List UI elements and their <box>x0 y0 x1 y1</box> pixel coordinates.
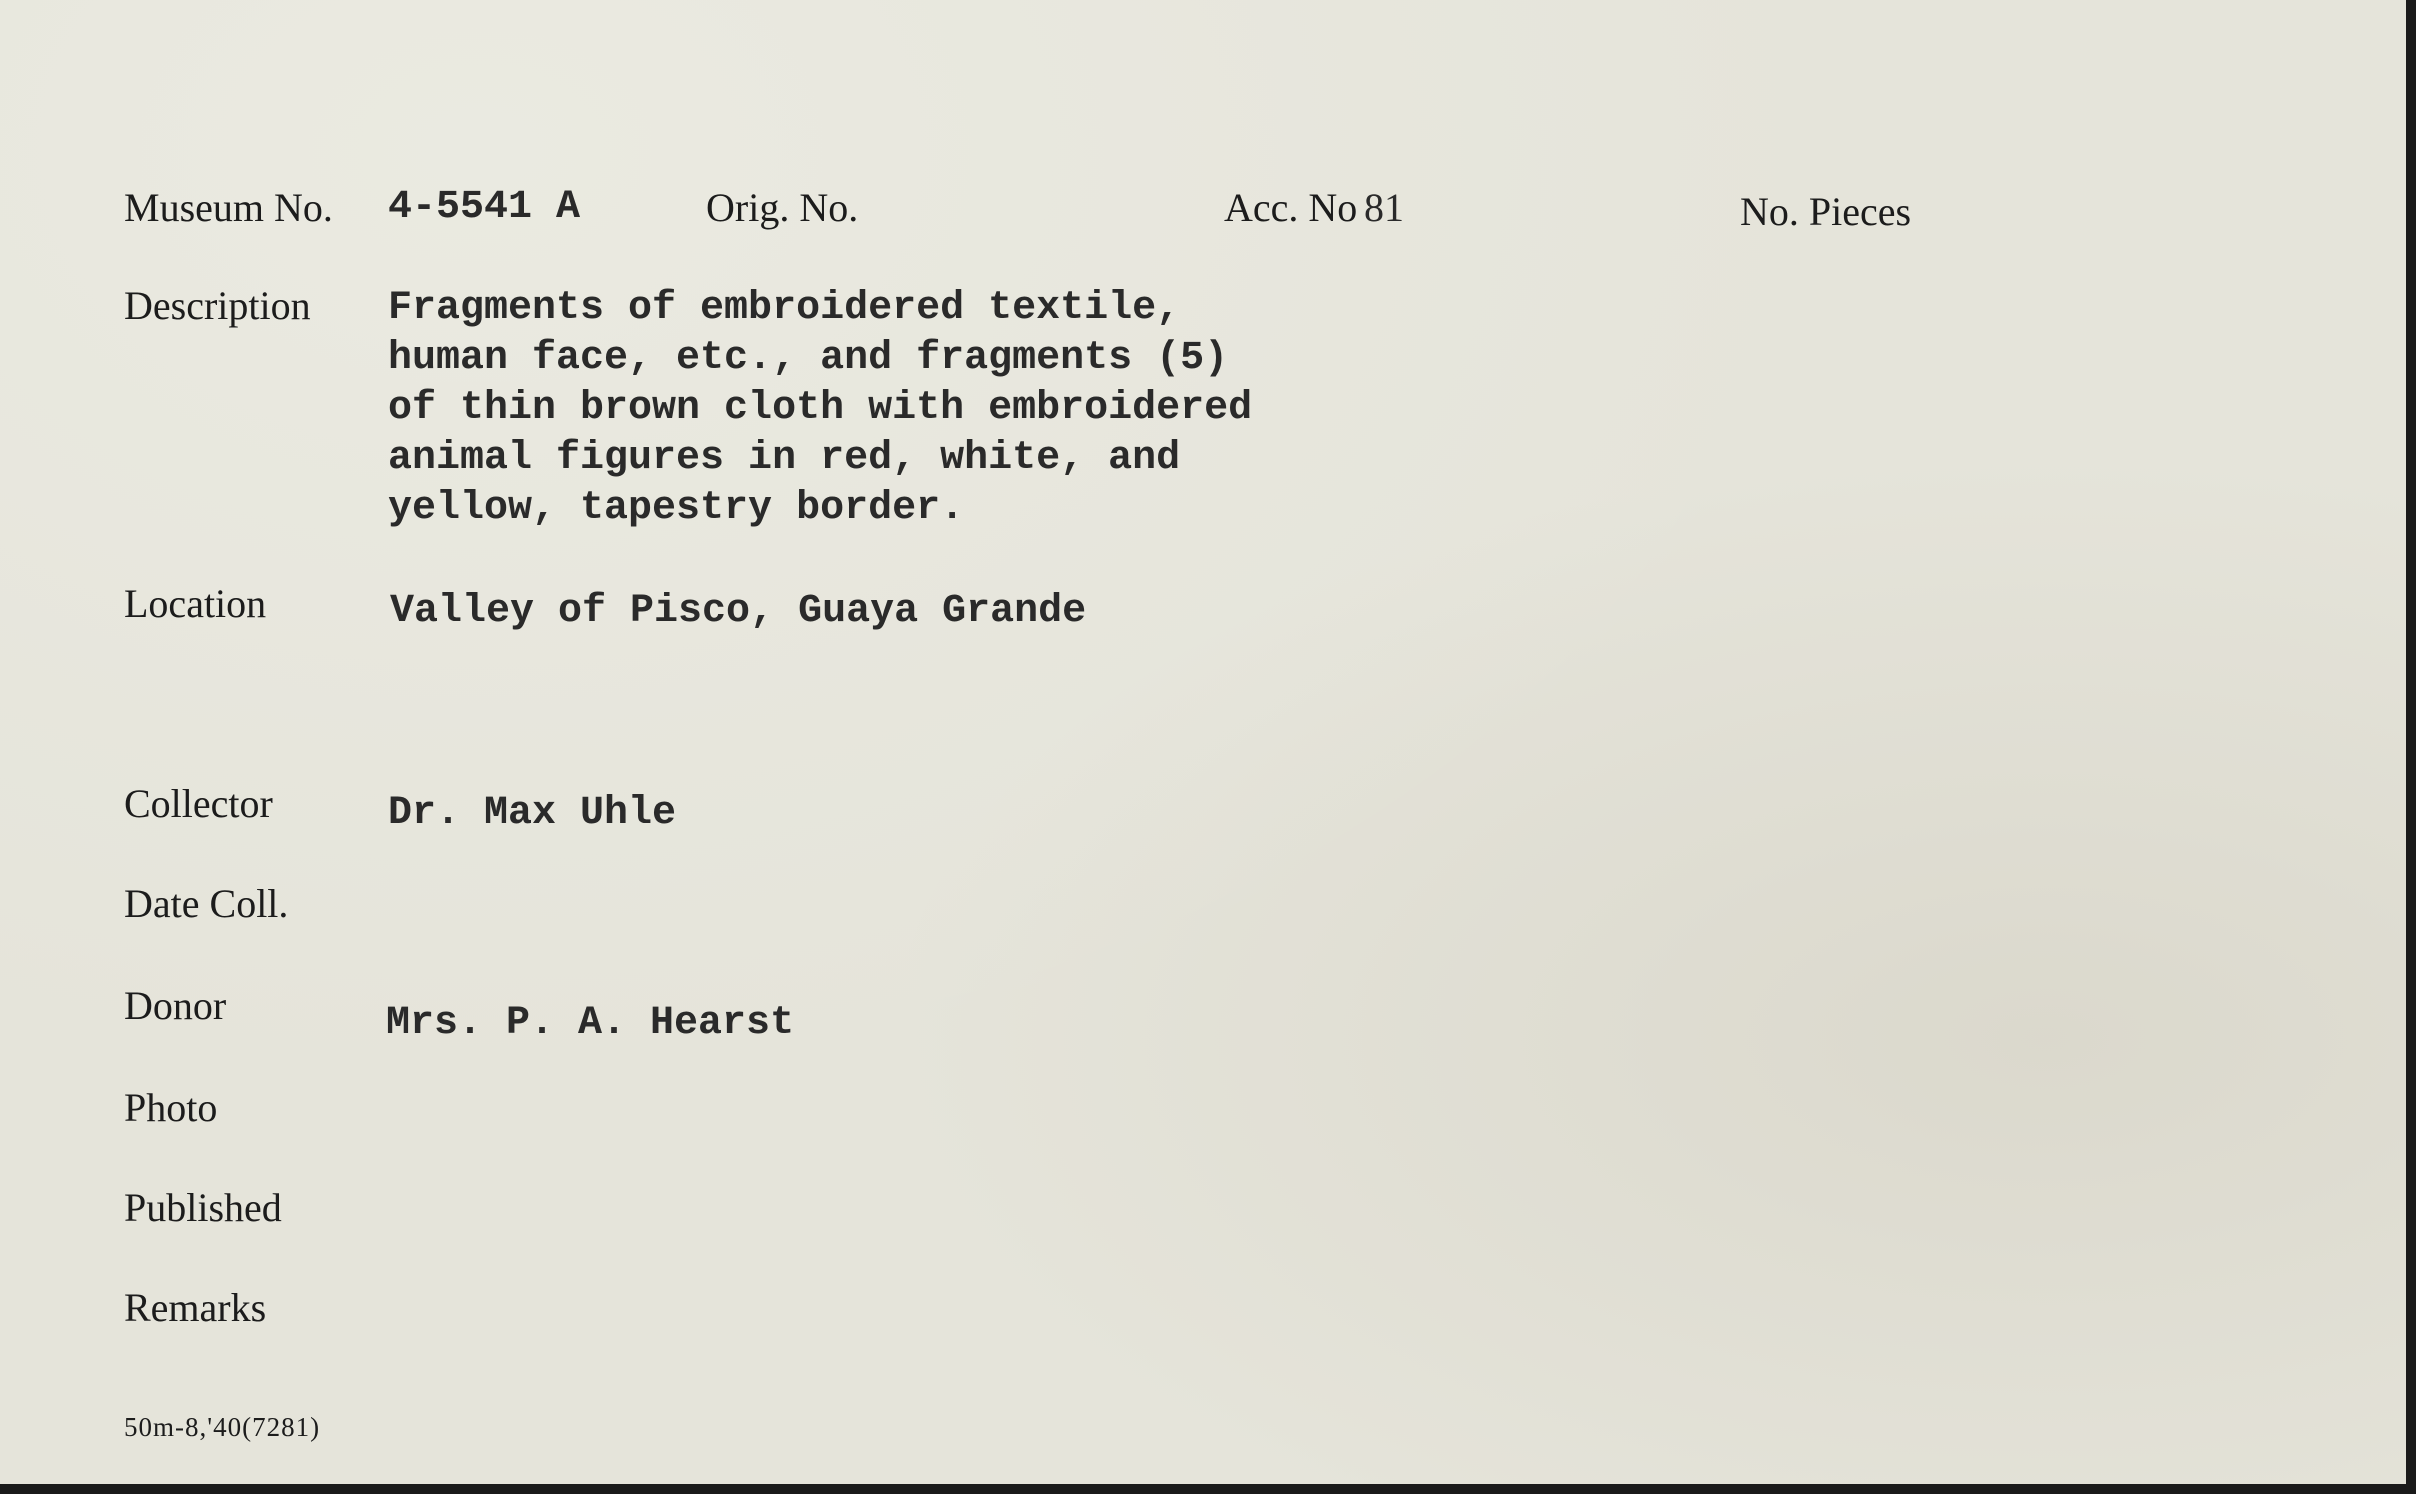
description-line: Fragments of embroidered textile, <box>388 286 1181 331</box>
date-coll-label: Date Coll. <box>124 881 289 926</box>
description-value <box>388 284 1252 534</box>
description-label: Description <box>124 283 311 328</box>
location-label: Location <box>124 581 267 626</box>
orig-no-label: Orig. No. <box>706 185 859 230</box>
published-label: Published <box>124 1185 282 1230</box>
museum-no-value: 4-5541 A <box>388 185 581 230</box>
photo-label: Photo <box>124 1085 218 1130</box>
collector-label: Collector <box>124 781 273 826</box>
description-line: human face, etc., and fragments (5) <box>388 336 1229 381</box>
no-pieces-label: No. Pieces <box>1740 189 1912 234</box>
acc-no-label: Acc. No <box>1224 185 1358 230</box>
remarks-label: Remarks <box>124 1285 267 1330</box>
description-line: animal figures in red, white, and <box>388 436 1181 481</box>
acc-no-value: 81 <box>1364 185 1404 230</box>
description-line: yellow, tapestry border. <box>388 486 965 531</box>
collector-value: Dr. Max Uhle <box>388 791 677 836</box>
description-line: of thin brown cloth with embroidered <box>388 386 1253 431</box>
donor-label: Donor <box>124 983 227 1028</box>
location-value: Valley of Pisco, Guaya Grande <box>390 589 1087 634</box>
donor-value: Mrs. P. A. Hearst <box>386 1001 795 1046</box>
print-code: 50m-8,'40(7281) <box>124 1412 321 1442</box>
museum-no-label: Museum No. <box>124 185 333 230</box>
